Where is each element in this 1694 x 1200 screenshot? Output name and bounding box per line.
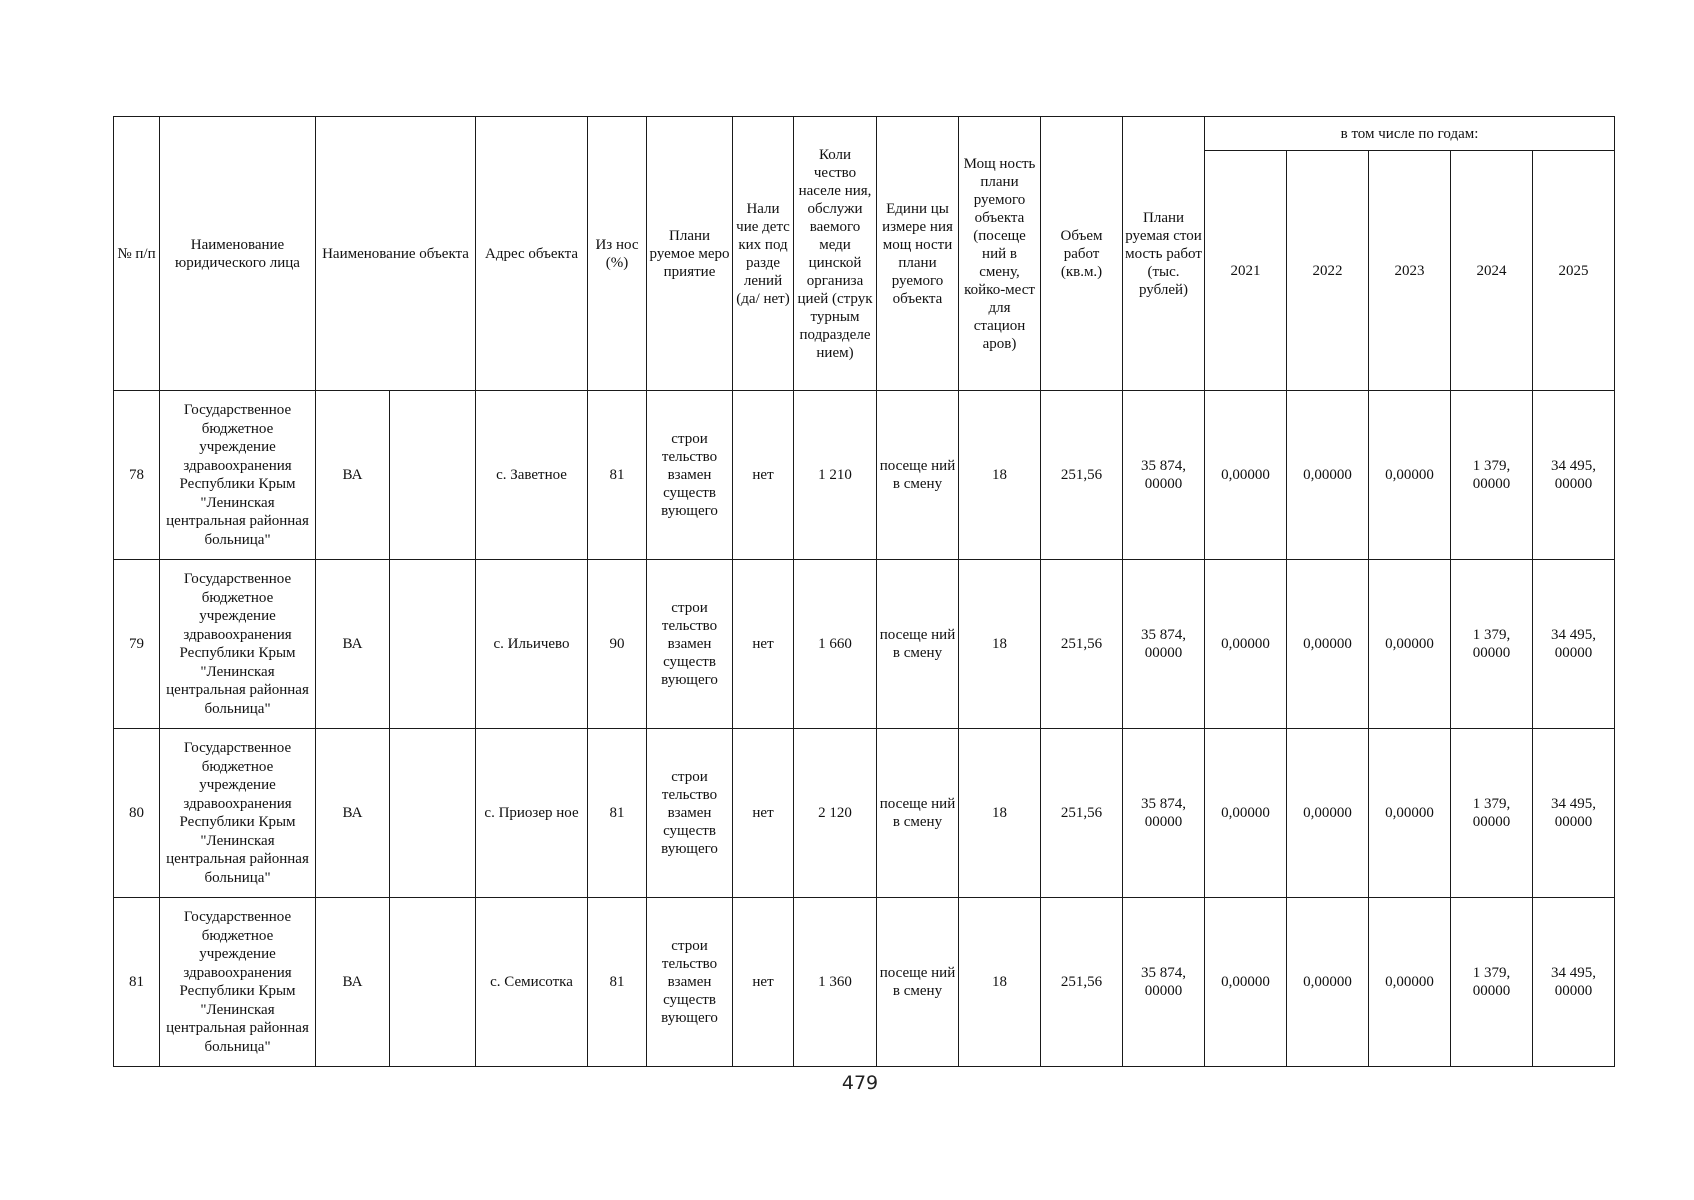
cell-2024: 1 379, 00000: [1451, 898, 1533, 1067]
cell-capacity: 18: [959, 391, 1041, 560]
cell-object: [390, 729, 476, 898]
header-population: Коли чество населе ния, обслужи ваемого меди цинской организа цией (струк турным подразделе нием): [794, 117, 877, 391]
cell-org: Государственное бюджетное учреждение здравоохранения Республики Крым "Ленинская центральная районная больница": [160, 391, 316, 560]
header-measure: Плани руемое меро приятие: [647, 117, 733, 391]
cell-unit: посеще ний в смену: [877, 391, 959, 560]
header-capacity: Мощ ность плани руемого объекта (посеще ний в смену, койко-мест для стацион аров): [959, 117, 1041, 391]
header-object-name: Наименование объекта: [316, 117, 476, 391]
cell-2022: 0,00000: [1287, 391, 1369, 560]
cell-object: [390, 560, 476, 729]
cell-unit: посеще ний в смену: [877, 729, 959, 898]
cell-code: ВА: [316, 729, 390, 898]
cell-children: нет: [733, 729, 794, 898]
table-row: [114, 391, 1615, 560]
cell-code: ВА: [316, 560, 390, 729]
cell-population: 2 120: [794, 729, 877, 898]
cell-wear: 81: [588, 391, 647, 560]
cell-measure: строи тельство взамен существ вующего: [647, 729, 733, 898]
header-year-2024: 2024: [1451, 151, 1533, 391]
header-cost: Плани руемая стои мость работ (тыс. рублей): [1123, 117, 1205, 391]
header-year-2025: 2025: [1533, 151, 1615, 391]
header-num: № п/п: [114, 117, 160, 391]
cell-children: нет: [733, 560, 794, 729]
page-number: 479: [841, 1072, 879, 1094]
header-volume: Объем работ (кв.м.): [1041, 117, 1123, 391]
cell-2023: 0,00000: [1369, 560, 1451, 729]
cell-code: ВА: [316, 391, 390, 560]
cell-2022: 0,00000: [1287, 560, 1369, 729]
cell-2023: 0,00000: [1369, 391, 1451, 560]
header-capacity-unit: Едини цы измере ния мощ ности плани руемого объекта: [877, 117, 959, 391]
facilities-table: [113, 116, 1615, 1067]
cell-volume: 251,56: [1041, 729, 1123, 898]
header-children-units: Нали чие детс ких под разде лений (да/ нет): [733, 117, 794, 391]
cell-2024: 1 379, 00000: [1451, 391, 1533, 560]
cell-wear: 81: [588, 898, 647, 1067]
cell-address: с. Семисотка: [476, 898, 588, 1067]
cell-2024: 1 379, 00000: [1451, 560, 1533, 729]
cell-address: с. Ильичево: [476, 560, 588, 729]
cell-population: 1 660: [794, 560, 877, 729]
cell-2022: 0,00000: [1287, 898, 1369, 1067]
cell-2023: 0,00000: [1369, 729, 1451, 898]
cell-capacity: 18: [959, 898, 1041, 1067]
cell-volume: 251,56: [1041, 560, 1123, 729]
table-row: [114, 560, 1615, 729]
cell-cost: 35 874, 00000: [1123, 898, 1205, 1067]
cell-children: нет: [733, 898, 794, 1067]
header-wear: Из нос (%): [588, 117, 647, 391]
cell-2022: 0,00000: [1287, 729, 1369, 898]
table-row: [114, 729, 1615, 898]
cell-capacity: 18: [959, 560, 1041, 729]
cell-2021: 0,00000: [1205, 560, 1287, 729]
header-address: Адрес объекта: [476, 117, 588, 391]
cell-object: [390, 391, 476, 560]
cell-population: 1 210: [794, 391, 877, 560]
cell-2025: 34 495, 00000: [1533, 898, 1615, 1067]
header-by-years: в том числе по годам:: [1205, 117, 1615, 151]
header-year-2021: 2021: [1205, 151, 1287, 391]
cell-num: 81: [114, 898, 160, 1067]
cell-cost: 35 874, 00000: [1123, 560, 1205, 729]
cell-2023: 0,00000: [1369, 898, 1451, 1067]
cell-num: 79: [114, 560, 160, 729]
cell-num: 80: [114, 729, 160, 898]
cell-2025: 34 495, 00000: [1533, 729, 1615, 898]
cell-cost: 35 874, 00000: [1123, 391, 1205, 560]
header-legal-entity: Наименование юридического лица: [160, 117, 316, 391]
cell-volume: 251,56: [1041, 898, 1123, 1067]
cell-volume: 251,56: [1041, 391, 1123, 560]
cell-wear: 81: [588, 729, 647, 898]
header-year-2022: 2022: [1287, 151, 1369, 391]
cell-org: Государственное бюджетное учреждение здравоохранения Республики Крым "Ленинская центральная районная больница": [160, 898, 316, 1067]
cell-org: Государственное бюджетное учреждение здравоохранения Республики Крым "Ленинская центральная районная больница": [160, 560, 316, 729]
cell-population: 1 360: [794, 898, 877, 1067]
cell-wear: 90: [588, 560, 647, 729]
cell-2021: 0,00000: [1205, 391, 1287, 560]
cell-measure: строи тельство взамен существ вующего: [647, 898, 733, 1067]
cell-object: [390, 898, 476, 1067]
cell-2021: 0,00000: [1205, 898, 1287, 1067]
cell-org: Государственное бюджетное учреждение здравоохранения Республики Крым "Ленинская центральная районная больница": [160, 729, 316, 898]
cell-2021: 0,00000: [1205, 729, 1287, 898]
cell-num: 78: [114, 391, 160, 560]
cell-code: ВА: [316, 898, 390, 1067]
cell-capacity: 18: [959, 729, 1041, 898]
header-year-2023: 2023: [1369, 151, 1451, 391]
cell-address: с. Приозер ное: [476, 729, 588, 898]
cell-2025: 34 495, 00000: [1533, 560, 1615, 729]
cell-cost: 35 874, 00000: [1123, 729, 1205, 898]
table-row: [114, 898, 1615, 1067]
cell-measure: строи тельство взамен существ вующего: [647, 560, 733, 729]
cell-unit: посеще ний в смену: [877, 898, 959, 1067]
cell-2025: 34 495, 00000: [1533, 391, 1615, 560]
cell-address: с. Заветное: [476, 391, 588, 560]
cell-unit: посеще ний в смену: [877, 560, 959, 729]
cell-children: нет: [733, 391, 794, 560]
cell-measure: строи тельство взамен существ вующего: [647, 391, 733, 560]
cell-2024: 1 379, 00000: [1451, 729, 1533, 898]
